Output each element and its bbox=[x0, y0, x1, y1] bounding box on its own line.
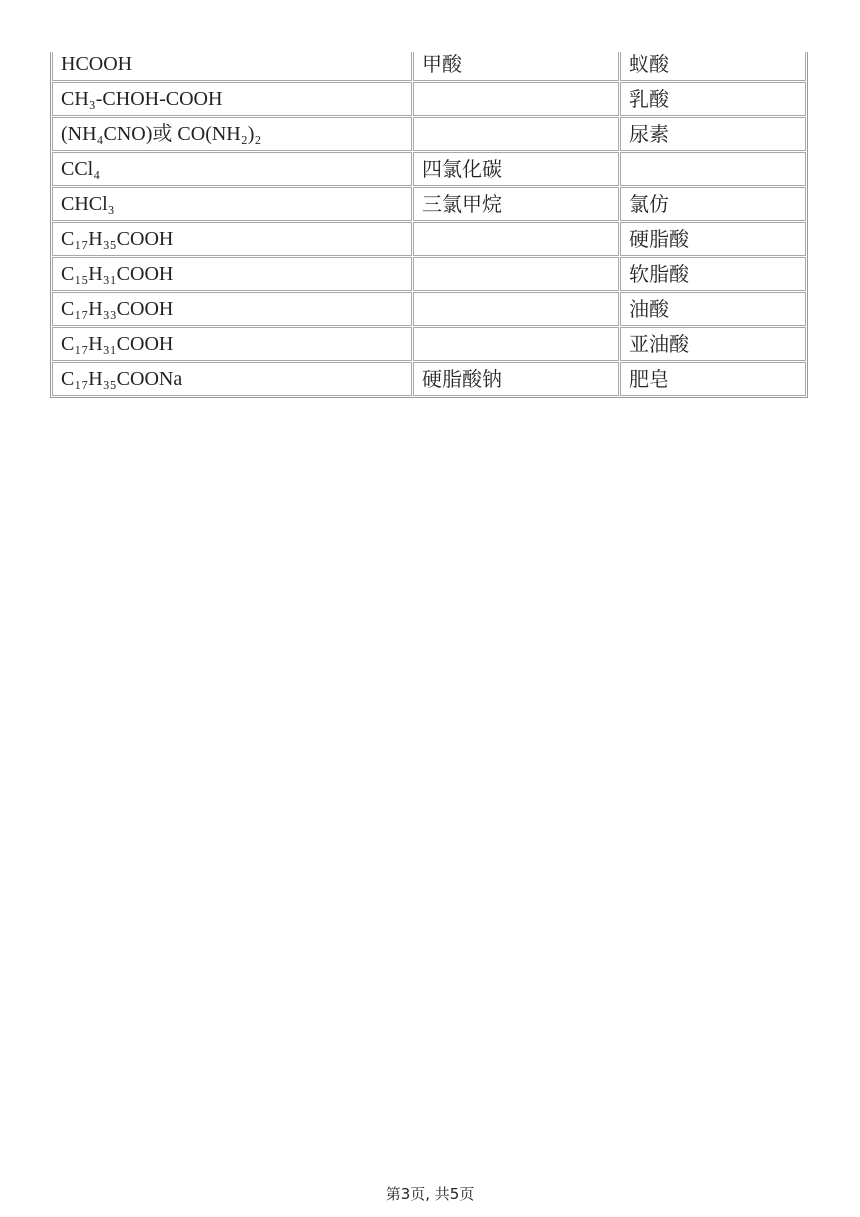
table-row bbox=[52, 292, 806, 326]
chemical-name-cell: 三氯甲烷 bbox=[413, 187, 619, 221]
common-name-cell: 亚油酸 bbox=[620, 327, 806, 361]
table-row bbox=[52, 222, 806, 256]
table-row bbox=[52, 362, 806, 396]
formula-cell: C₁₇H₃₅COOH bbox=[52, 222, 412, 256]
chemical-name-cell bbox=[413, 222, 619, 256]
chemical-name-cell bbox=[413, 82, 619, 116]
formula-cell: (NH₄CNO)或 CO(NH₂)₂ bbox=[52, 117, 412, 151]
page-number-footer: 第3页, 共5页 bbox=[385, 1185, 475, 1203]
common-name-cell bbox=[620, 152, 806, 186]
table-row bbox=[52, 52, 806, 81]
common-name-cell: 蚁酸 bbox=[620, 52, 806, 81]
common-name-cell: 乳酸 bbox=[620, 82, 806, 116]
chemical-name-cell: 四氯化碳 bbox=[413, 152, 619, 186]
table-row bbox=[52, 82, 806, 116]
chemical-name-cell bbox=[413, 257, 619, 291]
chemical-name-cell bbox=[413, 327, 619, 361]
chemical-name-cell bbox=[413, 117, 619, 151]
formula-cell: C₁₅H₃₁COOH bbox=[52, 257, 412, 291]
common-name-cell: 软脂酸 bbox=[620, 257, 806, 291]
table-row bbox=[52, 257, 806, 291]
formula-cell: C₁₇H₃₁COOH bbox=[52, 327, 412, 361]
formula-cell: HCOOH bbox=[52, 52, 412, 81]
chemical-name-cell: 硬脂酸钠 bbox=[413, 362, 619, 396]
table-row bbox=[52, 327, 806, 361]
formula-cell: CHCl₃ bbox=[52, 187, 412, 221]
table-row bbox=[52, 117, 806, 151]
table-row bbox=[52, 152, 806, 186]
table-viewport bbox=[50, 52, 808, 398]
common-name-cell: 氯仿 bbox=[620, 187, 806, 221]
chemical-name-cell bbox=[413, 292, 619, 326]
chemical-name-cell: 甲酸 bbox=[413, 52, 619, 81]
compound-table bbox=[50, 52, 808, 398]
formula-cell: C₁₇H₃₅COONa bbox=[52, 362, 412, 396]
common-name-cell: 硬脂酸 bbox=[620, 222, 806, 256]
formula-cell: CCl₄ bbox=[52, 152, 412, 186]
common-name-cell: 油酸 bbox=[620, 292, 806, 326]
formula-cell: C₁₇H₃₃COOH bbox=[52, 292, 412, 326]
formula-cell: CH₃-CHOH-COOH bbox=[52, 82, 412, 116]
common-name-cell: 肥皂 bbox=[620, 362, 806, 396]
common-name-cell: 尿素 bbox=[620, 117, 806, 151]
table-row bbox=[52, 187, 806, 221]
